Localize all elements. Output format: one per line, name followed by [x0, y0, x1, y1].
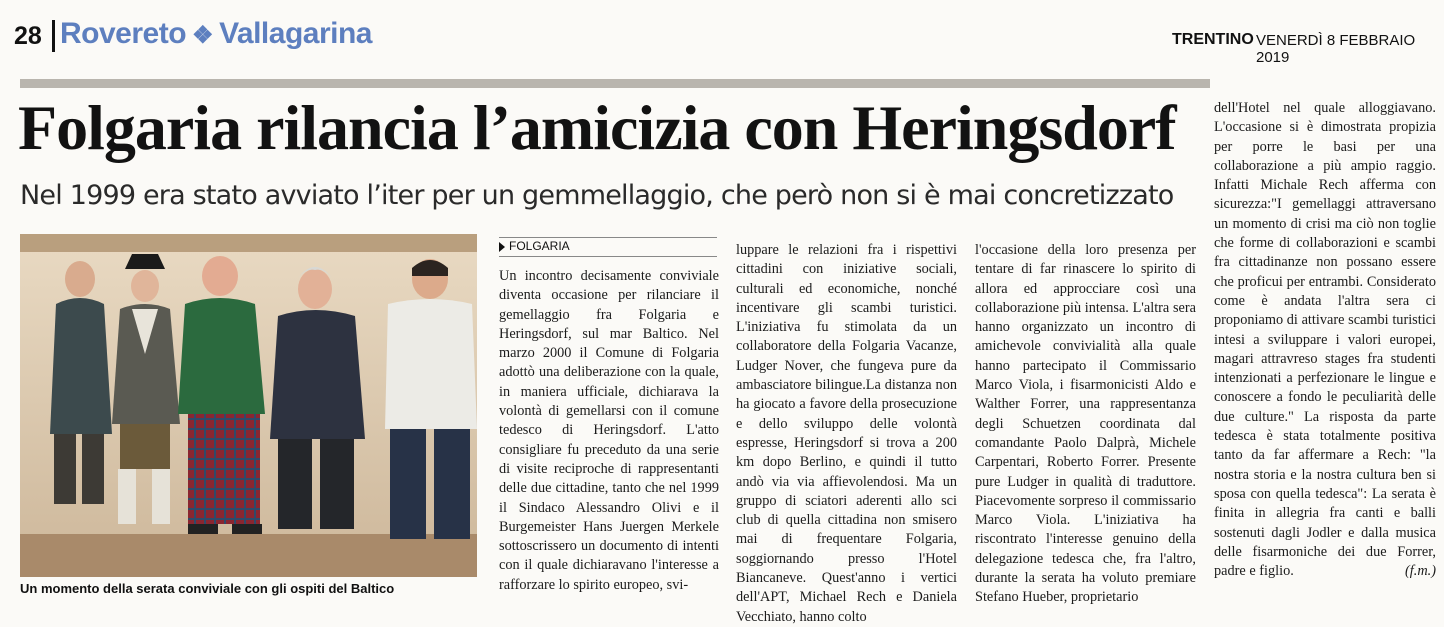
article-column-3 — [975, 241, 1196, 608]
publication-name: TRENTINO — [1172, 31, 1254, 48]
column-text-body: dell'Hotel nel quale alloggiavano. L'occasione si è dimostrata propizia per porre le basi per una collaborazione a più ampio raggio. Infatti Michale Rech afferma con sicurezza:"I gemellaggi attraversano un momento di crisi ma ciò non toglie che forme di collaborazioni e scambi fra cittadinanze non possano essere che proficui per entrambi. Considerato come è andata l'altra sera ci proponiamo di attivare scambi turistici intesi a sviluppare i valori europei, magari attravreso stages fra studenti intenzionati a perfezionare le lingue e conoscere a fondo le peculiarità delle due culture." La risposta da parte tedesca è stata totalmente positiva tanto da far affermare a Rech: "la nostra storia e la nostra cultura ben si sposa con quella tedesca": La serata è finita in allegria fra canti e balli sostenuti dagli Jodler e dalla musica delle fisarmoniche dei due Forrer, padre e figlio. — [1214, 100, 1436, 580]
publication-date: VENERDÌ 8 FEBBRAIO 2019 — [1256, 32, 1416, 66]
author-signature: (f.m.) — [1405, 563, 1436, 580]
article-kicker — [499, 237, 717, 257]
page-header — [0, 0, 1444, 70]
column-text — [1214, 99, 1436, 581]
article-column-4 — [1214, 99, 1436, 581]
photo-illustration — [20, 234, 477, 577]
article-subheadline: Nel 1999 era stato avviato l’iter per un gemmellaggio, che però non si è mai concretizzato — [20, 180, 1174, 211]
top-rule — [20, 79, 1210, 88]
article-column-2 — [736, 241, 957, 627]
photo-caption: Un momento della serata conviviale con gli ospiti del Baltico — [20, 581, 395, 596]
section-left: Rovereto — [60, 17, 187, 50]
article-column-1 — [499, 267, 719, 595]
column-text: Un incontro decisamente conviviale diventa occasione per rilanciare il gemellaggio fra Folgaria e Heringsdorf, sul mar Baltico. Nel marzo 2000 il Comune di Folgaria adottò una deliberazione con la quale, in maniera ufficiale, dichiarava la volontà di gemellarsi con il comune tedesco di Heringsdorf. L'atto consigliare fu preceduto da una serie di visite reciproche di rappresentanti delle due cittadine, tanto che nel 1999 il Sindaco Alessandro Olivi e il Burgemeister Hans Juergen Merkele sottoscrissero un documento di intenti con il quale dichiaravano l'interesse a rafforzare lo spirito europeo, svi- — [499, 268, 719, 593]
column-text: luppare le relazioni fra i rispettivi cittadini con iniziative sociali, culturali ed economiche, nonché incentivare gli scambi turistici. L'iniziativa fu stimolata da un collaboratore della Folgaria Vacanze, Ludger Nover, che fungeva pure da ambasciatore bilingue.La distanza non ha giocato a favore della prosecuzione e dello sviluppo delle volontà espresse, Heringsdorf si trova a 200 km dopo Berlino, e quindi il tutto andò via via affievolendosi. Ma un gruppo di sciatori aderenti allo sci club di quella cittadina non smisero mai di frequentare Folgaria, soggiornando presso l'Hotel Biancaneve. Quest'anno i vertici dell'APT, Michael Rech e Daniela Vecchiato, hanno colto — [736, 242, 957, 625]
article-headline: Folgaria rilancia l’amicizia con Heringsdorf — [18, 92, 1176, 163]
kicker-triangle-icon — [499, 242, 505, 252]
section-title — [60, 17, 372, 51]
article-photo — [20, 234, 477, 577]
column-text: l'occasione della loro presenza per tentare di far rinascere lo spirito di allora ed approcciare così una collaborazione più intensa. L'altra sera hanno organizzato un incontro di amichevole convivialità alla quale hanno partecipato il Commissario Marco Viola, i fisarmonicisti Aldo e Walther Forrer, una rappresentanza degli Schuetzen coordinata dal comandante Paolo Dalprà, Michele Carpentari, Roberto Forrer. Presente pure Ludger in qualità di traduttore. Piacevomente sorpreso il commissario Marco Viola. L'iniziativa ha riscontrato l'interesse genuino della delegazione tedesca che, fra l'altro, durante la serata ha voluto premiare Stefano Hueber, proprietario — [975, 242, 1196, 606]
header-divider — [52, 20, 55, 52]
kicker-label: FOLGARIA — [509, 239, 570, 253]
section-separator-icon: ❖ — [192, 22, 214, 49]
section-right: Vallagarina — [219, 17, 372, 50]
page-number: 28 — [14, 22, 42, 50]
